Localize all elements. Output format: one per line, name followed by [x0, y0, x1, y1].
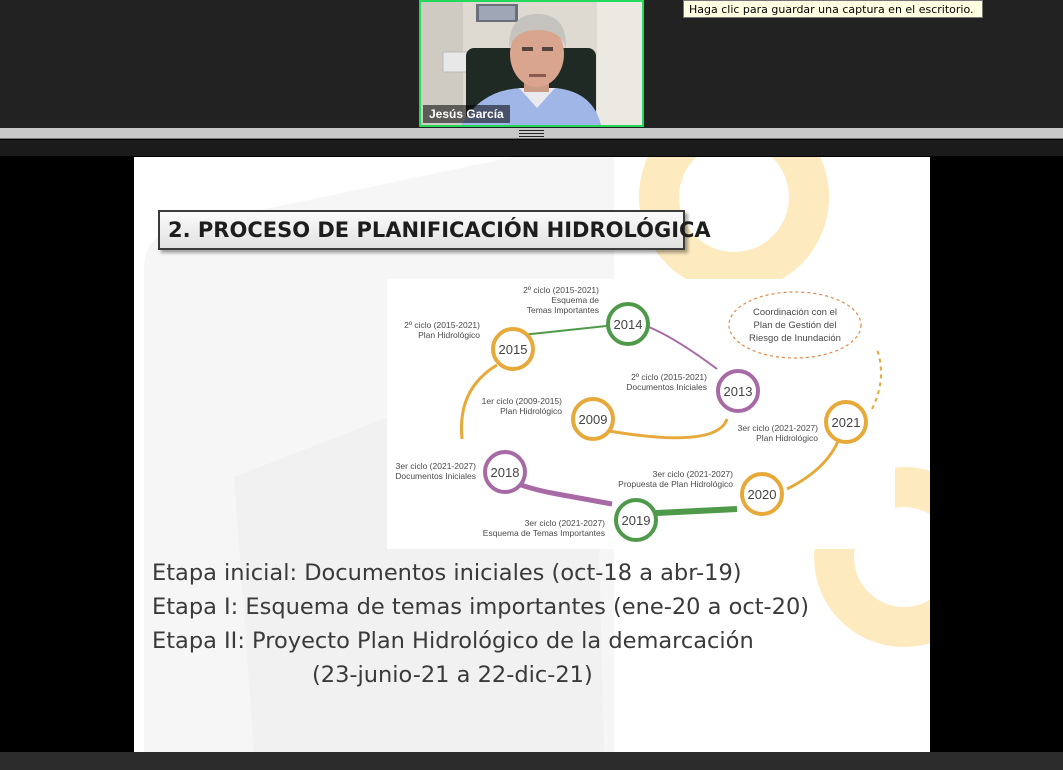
node-year: 2015	[498, 342, 528, 357]
node-label: Plan Hidrológico	[756, 433, 818, 443]
screenshot-tooltip: Haga clic para guardar una captura en el escritorio.	[683, 0, 983, 18]
node-label: Documentos Iniciales	[626, 382, 707, 392]
svg-text:Riesgo de Inundación: Riesgo de Inundación	[749, 333, 841, 344]
node-label: 3er ciclo (2021-2027)	[652, 469, 733, 479]
participant-video-tile[interactable]	[419, 0, 644, 127]
stage-line: Etapa II: Proyecto Plan Hidrológico de la demarcación	[152, 628, 754, 654]
coordination-note	[749, 307, 841, 344]
node-label: 3er ciclo (2021-2027)	[395, 461, 476, 471]
drag-handle-icon[interactable]	[519, 130, 544, 138]
stage-line: Etapa I: Esquema de temas importantes (ene-20 a oct-20)	[152, 594, 810, 620]
node-year: 2009	[578, 412, 608, 427]
svg-text:Plan de Gestión del: Plan de Gestión del	[753, 320, 837, 331]
cycle-node-2014	[523, 285, 648, 344]
node-year: 2021	[831, 415, 861, 430]
stages-list	[152, 556, 852, 692]
cycle-node-2009	[482, 396, 613, 439]
node-label: Plan Hidrológico	[418, 330, 480, 340]
stage-line: Etapa inicial: Documentos iniciales (oct-18 a abr-19)	[152, 560, 742, 586]
planning-cycle-diagram	[387, 279, 895, 549]
node-label: 1er ciclo (2009-2015)	[481, 396, 562, 406]
participant-name: Jesús García	[423, 105, 510, 123]
node-label: 3er ciclo (2021-2027)	[737, 423, 818, 433]
node-label: Documentos Iniciales	[395, 471, 476, 481]
cycle-node-2015	[404, 320, 533, 369]
node-label: 2º ciclo (2015-2021)	[631, 372, 707, 382]
node-label: Propuesta de Plan Hidrológico	[618, 479, 733, 489]
node-label: Esquema de	[551, 295, 599, 305]
node-label: 3er ciclo (2021-2027)	[524, 518, 605, 528]
cycle-node-2018	[395, 452, 525, 492]
stage-line: (23-junio-21 a 22-dic-21)	[312, 662, 593, 688]
node-year: 2018	[490, 465, 520, 480]
node-year: 2014	[613, 317, 643, 332]
slide-title: 2. PROCESO DE PLANIFICACIÓN HIDROLÓGICA	[158, 210, 685, 250]
shared-slide	[134, 157, 930, 752]
node-label: Esquema de Temas Importantes	[482, 528, 605, 538]
node-label: 2º ciclo (2015-2021)	[523, 285, 599, 295]
node-year: 2020	[747, 487, 777, 502]
cycle-node-2019	[483, 500, 656, 540]
cycle-node-2021	[738, 402, 866, 443]
node-label: 2º ciclo (2015-2021)	[404, 320, 480, 330]
node-year: 2013	[723, 384, 753, 399]
node-label: Plan Hidrológico	[500, 406, 562, 416]
share-header-band	[0, 140, 1063, 156]
node-year: 2019	[621, 513, 651, 528]
svg-text:Coordinación con el: Coordinación con el	[753, 307, 837, 318]
meeting-bottom-bar	[0, 752, 1063, 770]
cycle-node-2013	[626, 371, 758, 411]
node-label: Temas Importantes	[526, 305, 599, 315]
